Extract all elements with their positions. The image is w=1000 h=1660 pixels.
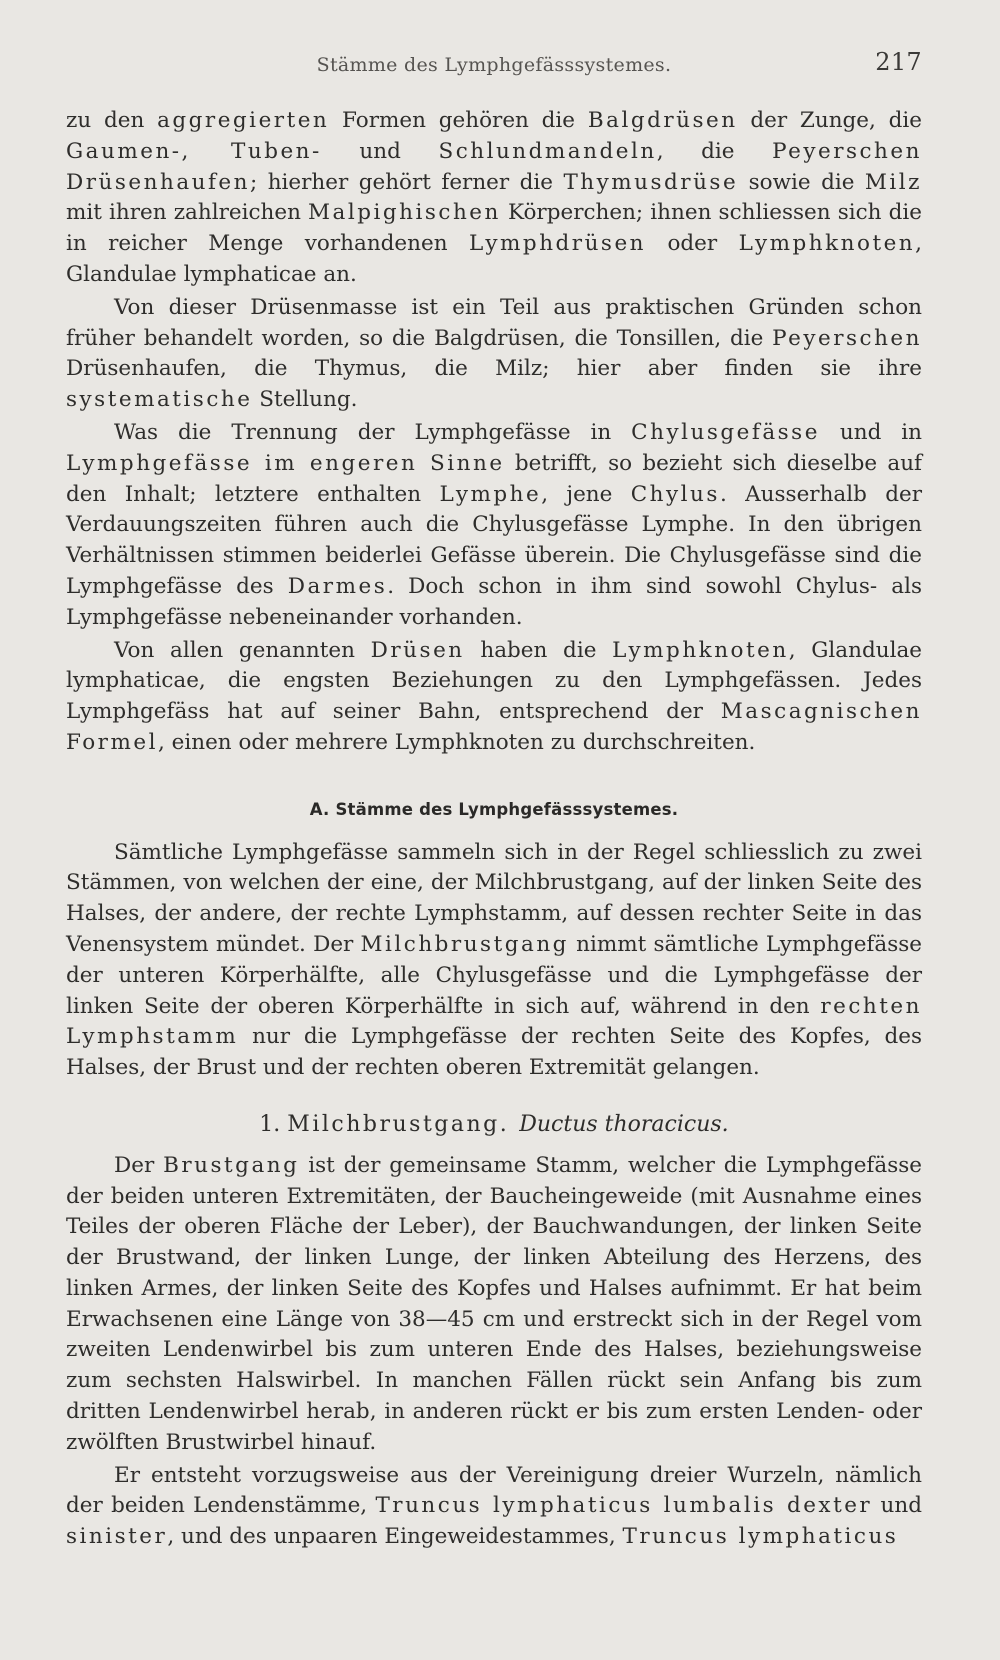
spaced-term: Mascagnischen Formel [66, 699, 922, 755]
paragraph [66, 1461, 922, 1553]
spaced-term: Brustgang [163, 1152, 300, 1178]
spaced-term: Chylus [630, 481, 720, 507]
spaced-term: Balgdrüsen [587, 108, 738, 133]
text: , Glandulae lymphaticae an. [66, 231, 922, 287]
spaced-term: Peyerschen [772, 325, 922, 351]
spaced-term: Lymphknoten [612, 637, 789, 663]
text: Körperchen; ihnen schliessen sich die in reicher Menge vorhandenen [66, 200, 922, 257]
spaced-term: Lymphdrüsen [469, 231, 647, 257]
spaced-term: Gaumen-, Tuben- [66, 138, 322, 164]
spaced-term: Thymusdrüse [563, 169, 739, 195]
text: Was die Trennung der Lymphgefässe in [114, 419, 632, 445]
text: . Ausserhalb der Verdauungszeiten führen auch die Chylusgefässe Lymphe. In den übrigen Verhältnissen stimmen beiderlei Gefässe überein. Die Chylusgefässe sind die Lymphgefässe des [66, 481, 922, 599]
text: nimmt sämtliche Lymphgefässe der unteren Körperhälfte, alle Chylusgefässe und die Lymphgefässe der linken Seite der oberen Körperhälfte in sich auf, während in den [66, 931, 922, 1019]
spaced-term: Lymphknoten [738, 231, 916, 257]
text: Drüsenhaufen, die Thymus, die Milz; hier aber finden sie ihre [66, 356, 922, 382]
paragraph [66, 293, 922, 416]
paragraph [66, 418, 922, 634]
text: zu den [66, 108, 158, 133]
text: und [321, 138, 439, 164]
spaced-term: Drüsen [370, 637, 465, 663]
spaced-term: Truncus lymphaticus lumbalis dexter [375, 1493, 873, 1519]
text: Er entsteht vorzugsweise aus der Vereinigung dreier Wurzeln, nämlich der beiden Lendenstämme, [66, 1462, 922, 1519]
spaced-term: Lymphe [439, 481, 542, 507]
page-number: 217 [875, 48, 922, 76]
text: Der [114, 1152, 164, 1178]
spaced-term: Milz [864, 169, 922, 195]
text: Von allen genannten [114, 637, 371, 663]
text: , Glandulae lymphaticae, die engsten Beziehungen zu den Lymphgefässen. Jedes Lymphgefäss hat auf seiner Bahn, entsprechend der [66, 637, 922, 725]
text: oder [646, 231, 739, 257]
spaced-term: Lymphgefässe im engeren Sinne [66, 450, 505, 476]
subsection-latin-title: Ductus thoracicus. [519, 1111, 729, 1137]
text: , jene [541, 481, 631, 507]
running-title: Stämme des Lymphgefässsystemes. [316, 54, 672, 76]
text: mit ihren zahlreichen [66, 200, 309, 226]
text: , und des unpaaren Eingeweidestammes, [167, 1524, 623, 1550]
spaced-term: Peyerschen Drüsenhaufen [66, 138, 922, 195]
text: Formen gehören die [329, 108, 588, 133]
spaced-term: Malpighischen [308, 200, 501, 226]
paragraph [66, 636, 922, 759]
text: Stellung. [252, 387, 358, 413]
text: der Zunge, die [737, 108, 922, 133]
paragraph [66, 106, 922, 291]
body-text [66, 106, 922, 1553]
text: haben die [464, 637, 613, 663]
text: Von dieser Drüsenmasse ist ein Teil aus praktischen Gründen schon früher behandelt worden, so die Balgdrüsen, die Tonsillen, die [66, 294, 922, 351]
spaced-term: aggregierten [157, 108, 330, 133]
paragraph [66, 838, 922, 1084]
text: und [872, 1493, 923, 1519]
text: ist der gemeinsame Stamm, welcher die Lymphgefässe der beiden unteren Extremitäten, der Baucheingeweide (mit Ausnahme eines Teiles der oberen Fläche der Leber), der Bauchwandungen, der linken Seite der Brustwand, der linken Lunge, der linken Abteilung des Herzens, des linken Armes, der linken Seite des Kopfes und Halses aufnimmt. Er hat beim Erwachsenen eine Länge von 38—45 cm und erstreckt sich in der Regel vom zweiten Lendenwirbel bis zum unteren Ende des Halses, beziehungsweise zum sechsten Halswirbel. In manchen Fällen rückt sein Anfang bis zum dritten Lendenwirbel herab, in anderen rückt er bis zum ersten Lenden- oder zwölften Brustwirbel hinauf. [66, 1152, 922, 1455]
spaced-term: Chylusgefässe [631, 419, 820, 445]
text: , einen oder mehrere Lymphknoten zu durchschreiten. [157, 729, 756, 755]
paragraph [66, 1151, 922, 1459]
spaced-term: rechten Lymphstamm [66, 993, 922, 1050]
running-header [66, 48, 922, 88]
text: , die [656, 138, 773, 164]
text: sowie die [738, 169, 865, 195]
subsection-number: 1. [259, 1111, 281, 1137]
spaced-term: Darmes [287, 573, 388, 599]
spaced-term: Milchbrustgang [360, 931, 569, 957]
subsection-title: Milchbrustgang. [287, 1111, 510, 1137]
text: und in [819, 419, 922, 445]
section-heading: A. Stämme des Lymphgefässsystemes. [309, 799, 679, 819]
text: ; hierher gehört ferner die [250, 169, 564, 195]
text: nur die Lymphgefässe der rechten Seite des Kopfes, des Halses, der Brust und der rechten oberen Extremität gelangen. [66, 1024, 922, 1081]
spaced-term: sinister [66, 1524, 168, 1550]
spaced-term: Truncus lymphaticus [622, 1524, 899, 1550]
subsection-heading [66, 1110, 922, 1141]
text: Sämtliche Lymphgefässe sammeln sich in der Regel schliesslich zu zwei Stämmen, von welchen der eine, der Milchbrustgang, auf der linken Seite des Halses, der andere, der rechte Lymphstamm, auf dessen rechter Seite in das Venensystem mündet. Der [66, 839, 922, 957]
text: betrifft, so bezieht sich dieselbe auf den Inhalt; letztere enthalten [66, 450, 922, 507]
spaced-term: Schlundmandeln [438, 138, 657, 164]
spaced-term: systematische [66, 387, 253, 413]
text: . Doch schon in ihm sind sowohl Chylus- als Lymphgefässe nebeneinander vorhanden. [66, 573, 922, 630]
